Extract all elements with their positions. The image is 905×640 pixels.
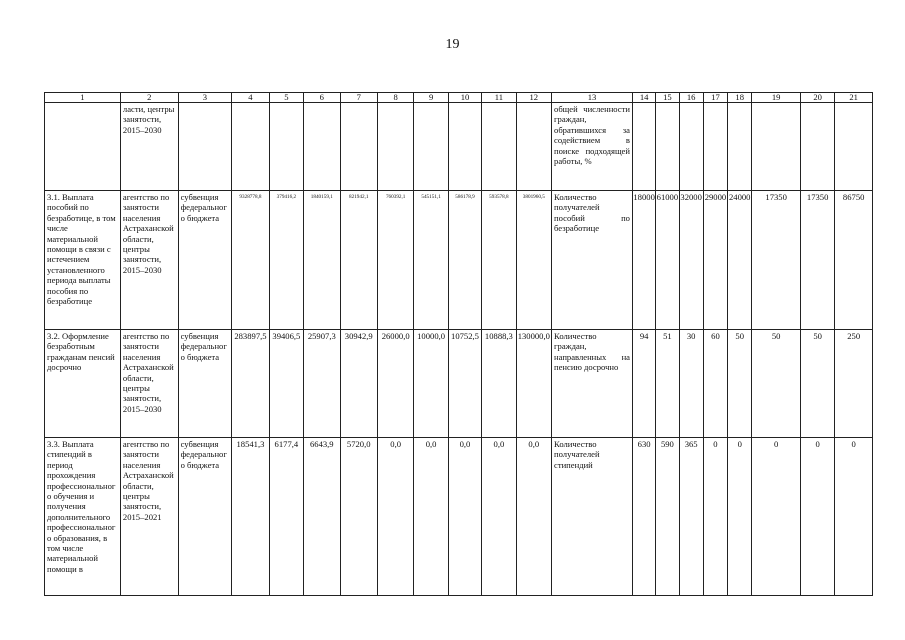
target-cell: 50 bbox=[728, 330, 752, 438]
target-cell: 51 bbox=[656, 330, 679, 438]
executor-cell: агентство по занятости населения Астраханской области, центры занятости, 2015–2021 bbox=[120, 438, 178, 596]
finance-cell: 0,0 bbox=[482, 438, 516, 596]
header-cell: 16 bbox=[679, 93, 703, 103]
table-cell bbox=[800, 103, 834, 191]
table-cell bbox=[45, 103, 121, 191]
header-cell: 14 bbox=[632, 93, 655, 103]
finance-cell: 6177,4 bbox=[269, 438, 303, 596]
finance-cell: 9328778,8 bbox=[232, 191, 269, 330]
indicator-cell: Количество граждан, направленных на пенсию досрочно bbox=[552, 330, 633, 438]
table-cell bbox=[232, 103, 269, 191]
target-cell: 17350 bbox=[752, 191, 801, 330]
table-row bbox=[45, 438, 873, 596]
indicator-cell: общей численности граждан, обратившихся за содействием в поиске подходящей работы, % bbox=[552, 103, 633, 191]
finance-cell: 1840159,1 bbox=[304, 191, 340, 330]
table-cell bbox=[340, 103, 377, 191]
target-cell: 0 bbox=[835, 438, 873, 596]
table-cell bbox=[178, 103, 232, 191]
target-cell: 590 bbox=[656, 438, 679, 596]
finance-cell: 30942,9 bbox=[340, 330, 377, 438]
measure-name-cell: 3.2. Оформление безработным гражданам пенсий досрочно bbox=[45, 330, 121, 438]
table-row bbox=[45, 330, 873, 438]
header-cell: 1 bbox=[45, 93, 121, 103]
finance-cell: 10000,0 bbox=[414, 330, 448, 438]
target-cell: 94 bbox=[632, 330, 655, 438]
header-cell: 20 bbox=[800, 93, 834, 103]
finance-cell: 25907,3 bbox=[304, 330, 340, 438]
header-cell: 4 bbox=[232, 93, 269, 103]
header-cell: 6 bbox=[304, 93, 340, 103]
finance-cell: 10752,5 bbox=[448, 330, 481, 438]
finance-cell: 0,0 bbox=[377, 438, 413, 596]
header-cell: 21 bbox=[835, 93, 873, 103]
program-table bbox=[44, 92, 873, 596]
finance-cell: 26000,0 bbox=[377, 330, 413, 438]
target-cell: 18000 bbox=[632, 191, 655, 330]
finance-cell: 0,0 bbox=[448, 438, 481, 596]
measure-name-cell: 3.3. Выплата стипендий в период прохождения профессионального обучения и получения дополнительного профессионального образования, в том числе материальной помощи в bbox=[45, 438, 121, 596]
target-cell: 365 bbox=[679, 438, 703, 596]
table-cell bbox=[448, 103, 481, 191]
header-cell: 17 bbox=[703, 93, 727, 103]
target-cell: 0 bbox=[800, 438, 834, 596]
finance-cell: 6643,9 bbox=[304, 438, 340, 596]
indicator-cell: Количество получателей пособий по безработице bbox=[552, 191, 633, 330]
header-cell: 5 bbox=[269, 93, 303, 103]
header-cell: 11 bbox=[482, 93, 516, 103]
header-row bbox=[45, 93, 873, 103]
table-cell bbox=[835, 103, 873, 191]
table-cell bbox=[304, 103, 340, 191]
table-cell bbox=[632, 103, 655, 191]
page-number: 19 bbox=[445, 37, 460, 52]
target-cell: 250 bbox=[835, 330, 873, 438]
finance-cell: 760392,1 bbox=[377, 191, 413, 330]
table-cell bbox=[728, 103, 752, 191]
header-cell: 3 bbox=[178, 93, 232, 103]
target-cell: 24000 bbox=[728, 191, 752, 330]
table-cell bbox=[516, 103, 551, 191]
target-cell: 50 bbox=[800, 330, 834, 438]
target-cell: 0 bbox=[703, 438, 727, 596]
table-row bbox=[45, 191, 873, 330]
target-cell: 86750 bbox=[835, 191, 873, 330]
finance-cell: 0,0 bbox=[414, 438, 448, 596]
finance-cell: 545151,1 bbox=[414, 191, 448, 330]
target-cell: 29000 bbox=[703, 191, 727, 330]
header-cell: 15 bbox=[656, 93, 679, 103]
header-cell: 2 bbox=[120, 93, 178, 103]
table-cell bbox=[377, 103, 413, 191]
finance-cell: 10888,3 bbox=[482, 330, 516, 438]
header-cell: 8 bbox=[377, 93, 413, 103]
finance-cell: 593578,8 bbox=[482, 191, 516, 330]
finance-cell: 283897,5 bbox=[232, 330, 269, 438]
source-cell: субвенция федерального бюджета bbox=[178, 191, 232, 330]
finance-cell: 18541,3 bbox=[232, 438, 269, 596]
finance-cell: 821942,1 bbox=[340, 191, 377, 330]
target-cell: 50 bbox=[752, 330, 801, 438]
target-cell: 0 bbox=[728, 438, 752, 596]
table-cell bbox=[414, 103, 448, 191]
header-cell: 10 bbox=[448, 93, 481, 103]
source-cell: субвенция федерального бюджета bbox=[178, 438, 232, 596]
indicator-cell: Количество получателей стипендий bbox=[552, 438, 633, 596]
table-cell bbox=[482, 103, 516, 191]
table-cell bbox=[656, 103, 679, 191]
finance-cell: 586178,9 bbox=[448, 191, 481, 330]
source-cell: субвенция федерального бюджета bbox=[178, 330, 232, 438]
finance-cell: 5720,0 bbox=[340, 438, 377, 596]
target-cell: 30 bbox=[679, 330, 703, 438]
finance-cell: 39406,5 bbox=[269, 330, 303, 438]
finance-cell: 3801960,5 bbox=[516, 191, 551, 330]
target-cell: 630 bbox=[632, 438, 655, 596]
continuation-row bbox=[45, 103, 873, 191]
target-cell: 32000 bbox=[679, 191, 703, 330]
table-cell bbox=[679, 103, 703, 191]
target-cell: 60 bbox=[703, 330, 727, 438]
measure-name-cell: 3.1. Выплата пособий по безработице, в том числе материальной помощи в связи с истечением установленного периода выплаты пособия по безработице bbox=[45, 191, 121, 330]
executor-cell: ласти, центры занятости, 2015–2030 bbox=[120, 103, 178, 191]
table-cell bbox=[269, 103, 303, 191]
header-cell: 19 bbox=[752, 93, 801, 103]
table-cell bbox=[703, 103, 727, 191]
header-cell: 9 bbox=[414, 93, 448, 103]
finance-cell: 379416,2 bbox=[269, 191, 303, 330]
target-cell: 17350 bbox=[800, 191, 834, 330]
header-cell: 18 bbox=[728, 93, 752, 103]
finance-cell: 0,0 bbox=[516, 438, 551, 596]
table-cell bbox=[752, 103, 801, 191]
header-cell: 7 bbox=[340, 93, 377, 103]
header-cell: 13 bbox=[552, 93, 633, 103]
header-cell: 12 bbox=[516, 93, 551, 103]
target-cell: 61000 bbox=[656, 191, 679, 330]
executor-cell: агентство по занятости населения Астраханской области, центры занятости, 2015–2030 bbox=[120, 191, 178, 330]
executor-cell: агентство по занятости населения Астраханской области, центры занятости, 2015–2030 bbox=[120, 330, 178, 438]
finance-cell: 130000,0 bbox=[516, 330, 551, 438]
target-cell: 0 bbox=[752, 438, 801, 596]
